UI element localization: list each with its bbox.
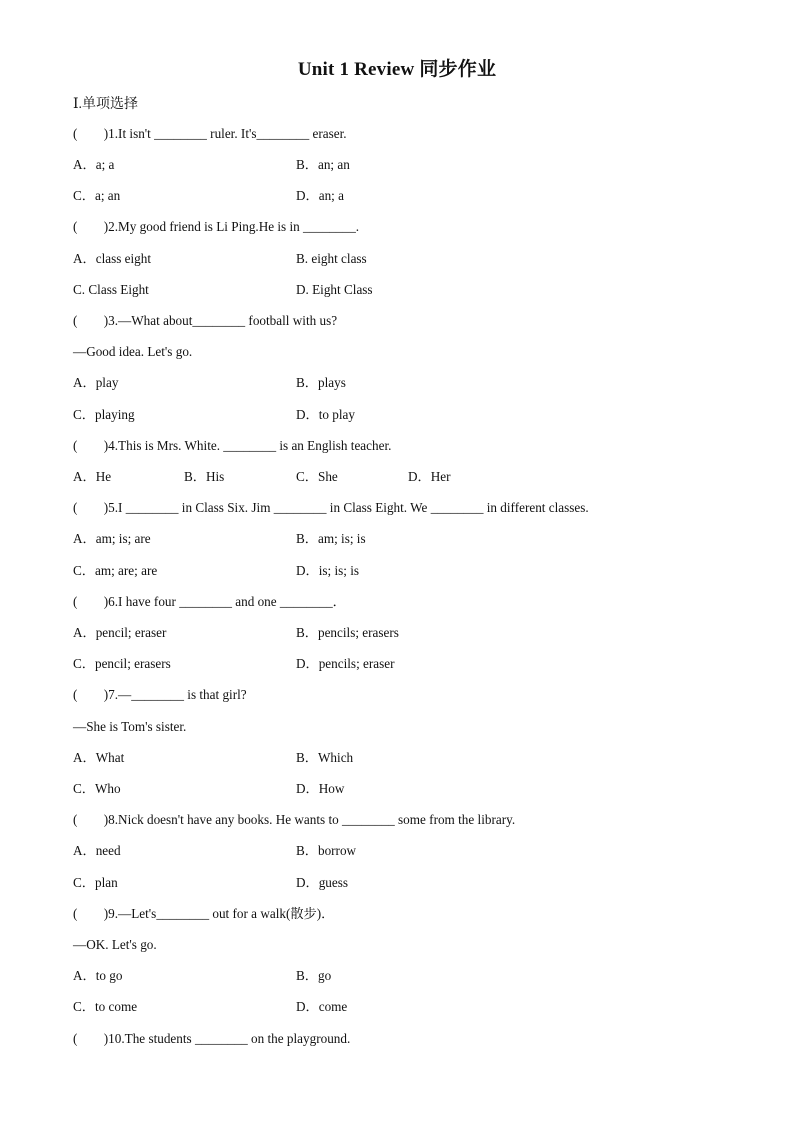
question-7-reply: —She is Tom's sister.: [73, 719, 187, 734]
question-1-stem: ( )1.It isn't ________ ruler. It's________ eraser.: [73, 126, 347, 141]
question-9-reply: —OK. Let's go.: [73, 937, 157, 952]
question-9-stem: ( )9.—Let's________ out for a walk(散步)．: [73, 906, 335, 921]
question-5-option-a: A．am; is; are: [73, 531, 151, 546]
question-3-option-b: B．plays: [296, 375, 346, 390]
question-5-option-c: C．am; are; are: [73, 563, 158, 578]
question-8-option-a: A．need: [73, 843, 121, 858]
question-8-stem: ( )8.Nick doesn't have any books. He wants to ________ some from the library.: [73, 812, 516, 827]
question-8-option-b: B．borrow: [296, 843, 357, 858]
question-8-option-c: C．plan: [73, 875, 118, 890]
question-6-option-a: A．pencil; eraser: [73, 625, 167, 640]
question-7-option-d: D．How: [296, 781, 345, 796]
question-4-option-d: D．Her: [408, 469, 451, 484]
question-5-option-b: B．am; is; is: [296, 531, 366, 546]
question-6-option-b: B．pencils; erasers: [296, 625, 399, 640]
question-2-option-a: A．class eight: [73, 251, 152, 266]
question-4-option-b: B．His: [184, 469, 225, 484]
question-6-option-c: C．pencil; erasers: [73, 656, 171, 671]
question-9-option-c: C．to come: [73, 999, 138, 1014]
question-9-option-a: A．to go: [73, 968, 123, 983]
question-2-option-b: B. eight class: [296, 251, 367, 266]
question-9-option-b: B．go: [296, 968, 332, 983]
question-6-stem: ( )6.I have four ________ and one ________．: [73, 594, 346, 609]
question-3-stem: ( )3.—What about________ football with us?: [73, 313, 338, 328]
question-3-option-a: A．play: [73, 375, 119, 390]
question-5-option-d: D．is; is; is: [296, 563, 360, 578]
question-2-stem: ( )2.My good friend is Li Ping.He is in ________.: [73, 219, 360, 234]
question-3-option-d: D．to play: [296, 407, 355, 422]
question-5-stem: ( )5.I ________ in Class Six. Jim ________ in Class Eight. We ________ in different classes.: [73, 500, 589, 515]
question-3-reply: —Good idea. Let's go.: [73, 344, 193, 359]
question-4-stem: ( )4.This is Mrs. White. ________ is an English teacher.: [73, 438, 392, 453]
question-7-stem: ( )7.—________ is that girl?: [73, 687, 247, 702]
question-4-option-a: A．He: [73, 469, 112, 484]
question-1-option-b: B．an; an: [296, 157, 350, 172]
question-10-stem: ( )10.The students ________ on the playground.: [73, 1031, 351, 1046]
question-1-option-a: A．a; a: [73, 157, 115, 172]
question-7-option-a: A．What: [73, 750, 125, 765]
section-heading: Ⅰ.单项选择: [73, 97, 139, 112]
question-6-option-d: D．pencils; eraser: [296, 656, 395, 671]
document-title: Unit 1 Review 同步作业: [297, 59, 497, 80]
question-1-option-c: C．a; an: [73, 188, 121, 203]
question-2-option-d: D. Eight Class: [296, 282, 373, 297]
question-2-option-c: C. Class Eight: [73, 282, 149, 297]
question-4-option-c: C．She: [296, 469, 338, 484]
question-7-option-c: C．Who: [73, 781, 121, 796]
question-9-option-d: D．come: [296, 999, 348, 1014]
question-7-option-b: B．Which: [296, 750, 354, 765]
question-3-option-c: C．playing: [73, 407, 135, 422]
question-1-option-d: D．an; a: [296, 188, 344, 203]
question-8-option-d: D．guess: [296, 875, 349, 890]
